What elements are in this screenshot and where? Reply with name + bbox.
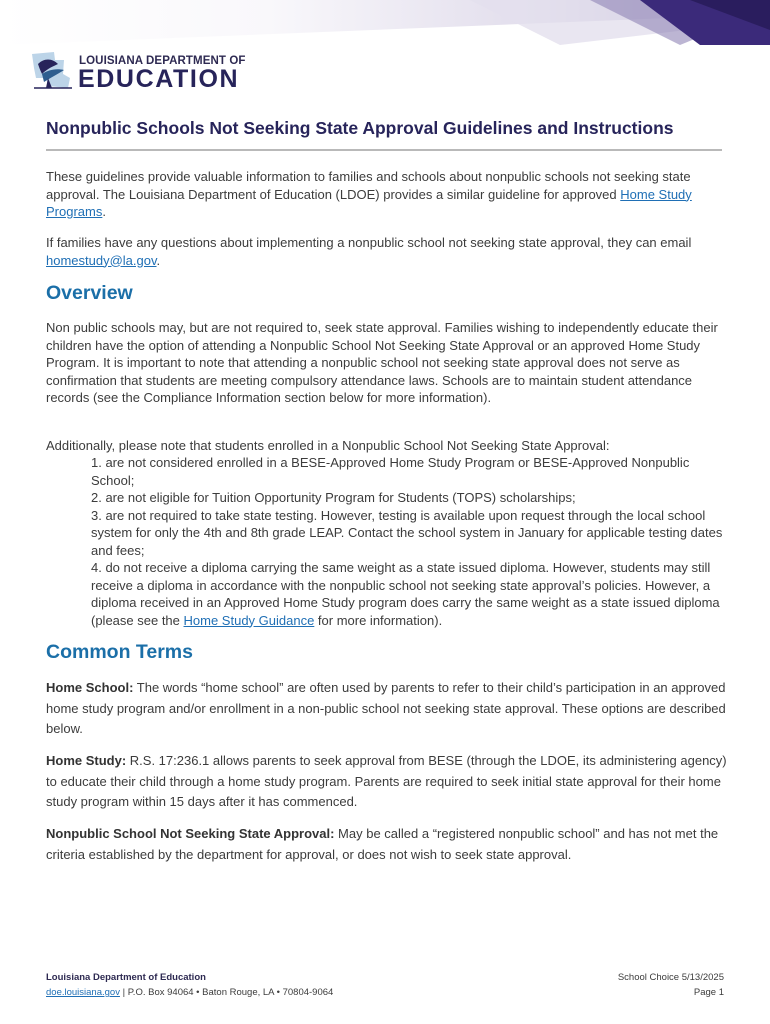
page-number: Page 1	[693, 987, 724, 998]
term-definition: R.S. 17:236.1 allows parents to seek approval from BESE (through the LDOE, its administering agency) to educate their child through a home study program. Parents are required to seek initial state approval for their home study program within 15 days after it has commenced.	[46, 753, 727, 809]
overview-paragraph-2: Additionally, please note that students enrolled in a Nonpublic School Not Seeking State Approval:	[46, 438, 610, 453]
list-item: 2. are not eligible for Tuition Opportunity Program for Students (TOPS) scholarships;	[91, 490, 576, 505]
footer-doc-info: School Choice 5/13/2025	[617, 972, 724, 983]
homestudy-email-link[interactable]: homestudy@la.gov	[46, 252, 157, 268]
term-definition: The words “home school” are often used by parents to refer to their child’s participation in an approved home study program and/or enrollment in a non-public school not seeking state approval. These options are described below.	[46, 680, 726, 736]
logo-text-line2: EDUCATION	[78, 65, 240, 93]
footer-right	[618, 970, 724, 1000]
louisiana-state-mark-icon	[28, 48, 74, 92]
list-item: 3. are not required to take state testing. However, testing is available upon request through the local school system for only the 4th and 8th grade LEAP. Contact the school system in January for applicable testing dates and fees;	[91, 507, 723, 558]
term-label: Home School:	[46, 680, 134, 695]
term-nonpublic-school	[46, 824, 730, 865]
ineligibility-list	[91, 454, 731, 629]
page-title: Nonpublic Schools Not Seeking State Approval Guidelines and Instructions	[46, 118, 674, 138]
term-home-school	[46, 678, 730, 740]
website-link[interactable]: doe.louisiana.gov	[46, 987, 120, 998]
title-divider	[46, 149, 722, 151]
overview-heading: Overview	[46, 282, 133, 304]
intro-paragraph-1	[46, 168, 730, 221]
term-home-study	[46, 751, 730, 813]
footer-org: Louisiana Department of Education	[46, 972, 206, 983]
common-terms-heading: Common Terms	[46, 641, 193, 663]
intro-p2-text: If families have any questions about implementing a nonpublic school not seeking state approval, they can email	[46, 235, 692, 250]
home-study-programs-link[interactable]: Home Study Programs	[46, 186, 692, 219]
list-item: 1. are not considered enrolled in a BESE-Approved Home Study Program or BESE-Approved Nonpublic School;	[91, 455, 690, 488]
footer-address: | P.O. Box 94064 • Baton Rouge, LA • 70804-9064	[119, 987, 334, 998]
logo-text-line1: LOUISIANA DEPARTMENT OF	[79, 55, 246, 67]
home-study-guidance-link[interactable]: Home Study Guidance	[183, 612, 315, 628]
item4-text: 4. do not receive a diploma carrying the same weight as a state issued diploma. However, students may still receive a diploma in accordance with the nonpublic school not seeking state approval’s policies. However, a diploma received in an Approved Home Study program does carry the same weight as a state issued diploma (please see the	[91, 560, 720, 628]
term-label: Nonpublic School Not Seeking State Approval:	[46, 826, 335, 841]
list-item	[91, 559, 731, 629]
header-banner	[0, 0, 770, 45]
intro-paragraph-2	[46, 234, 730, 269]
footer-left	[46, 970, 333, 1000]
intro-p2-end: .	[156, 252, 161, 268]
intro-p1-end: .	[102, 204, 106, 219]
term-definition: May be called a “registered nonpublic school” and has not met the criteria established by the department for approval, or does not wish to seek state approval.	[46, 826, 719, 862]
intro-p1-text: These guidelines provide valuable information to families and schools about nonpublic schools not seeking state approval. The Louisiana Department of Education (LDOE) provides a similar guideline for approved	[46, 169, 691, 202]
ldoe-logo	[28, 48, 258, 96]
overview-paragraph-1: Non public schools may, but are not required to, seek state approval. Families wishing to independently educate their children have the option of attending a Nonpublic School Not Seeking State Approval or an approved Home Study Program. It is important to note that attending a nonpublic school not seeking state approval does not serve as confirmation that students are meeting compulsory attendance laws. Schools are to maintain student attendance records (see the Compliance Information section below for more information).	[46, 320, 718, 405]
item4-end: for more information).	[314, 612, 443, 628]
term-label: Home Study:	[46, 753, 127, 768]
